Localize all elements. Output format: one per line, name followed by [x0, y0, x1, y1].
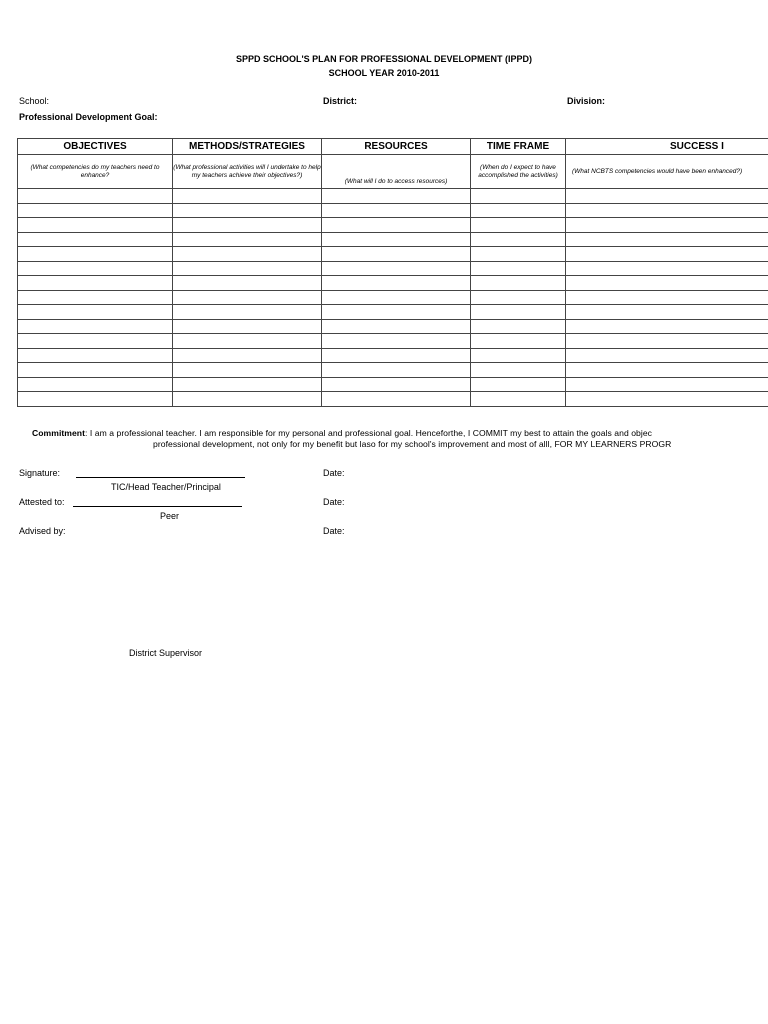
table-cell[interactable]	[18, 203, 173, 218]
hint-resources: (What will I do to access resources)	[322, 155, 471, 189]
date-label-2: Date:	[323, 497, 345, 507]
table-cell[interactable]	[18, 392, 173, 407]
table-cell[interactable]	[471, 348, 566, 363]
table-cell[interactable]	[471, 377, 566, 392]
table-cell[interactable]	[471, 392, 566, 407]
table-cell[interactable]	[566, 305, 768, 320]
table-row	[18, 261, 768, 276]
commitment-text1: : I am a professional teacher. I am responsible for my personal and professional goal. Henceforthe, I COMMIT my best to attain the goals and objec	[85, 428, 653, 438]
table-cell[interactable]	[566, 348, 768, 363]
table-cell[interactable]	[173, 392, 322, 407]
table-row	[18, 218, 768, 233]
table-cell[interactable]	[566, 392, 768, 407]
district-label: District:	[323, 96, 358, 106]
table-cell[interactable]	[18, 319, 173, 334]
table-cell[interactable]	[322, 189, 471, 204]
table-cell[interactable]	[18, 189, 173, 204]
table-cell[interactable]	[173, 218, 322, 233]
table-cell[interactable]	[471, 290, 566, 305]
school-label: School:	[19, 96, 50, 106]
header-resources: RESOURCES	[322, 139, 471, 155]
table-cell[interactable]	[322, 218, 471, 233]
table-row	[18, 189, 768, 204]
table-cell[interactable]	[471, 319, 566, 334]
table-row	[18, 247, 768, 262]
tic-label: TIC/Head Teacher/Principal	[111, 482, 221, 492]
hint-row	[18, 155, 768, 189]
table-cell[interactable]	[18, 377, 173, 392]
table-cell[interactable]	[173, 276, 322, 291]
peer-label: Peer	[160, 511, 180, 521]
header-methods: METHODS/STRATEGIES	[173, 139, 322, 155]
table-cell[interactable]	[471, 305, 566, 320]
table-cell[interactable]	[173, 363, 322, 378]
table-row	[18, 290, 768, 305]
table-cell[interactable]	[18, 305, 173, 320]
table-cell[interactable]	[173, 377, 322, 392]
table-cell[interactable]	[566, 261, 768, 276]
table-cell[interactable]	[173, 348, 322, 363]
document-title: SPPD SCHOOL'S PLAN FOR PROFESSIONAL DEVELOPMENT (IPPD)	[235, 54, 532, 64]
table-cell[interactable]	[322, 232, 471, 247]
table-cell[interactable]	[471, 247, 566, 262]
table-cell[interactable]	[18, 290, 173, 305]
table-cell[interactable]	[566, 247, 768, 262]
table-cell[interactable]	[173, 319, 322, 334]
table-row	[18, 377, 768, 392]
table-cell[interactable]	[18, 363, 173, 378]
header-row	[18, 139, 768, 155]
table-cell[interactable]	[471, 261, 566, 276]
table-cell[interactable]	[471, 189, 566, 204]
table-cell[interactable]	[18, 218, 173, 233]
hint-objectives: (What competencies do my teachers need to enhance?	[18, 155, 173, 189]
table-cell[interactable]	[18, 261, 173, 276]
table-cell[interactable]	[566, 276, 768, 291]
table-cell[interactable]	[322, 377, 471, 392]
table-cell[interactable]	[322, 392, 471, 407]
table-row	[18, 276, 768, 291]
table-row	[18, 334, 768, 349]
table-cell[interactable]	[566, 232, 768, 247]
table-cell[interactable]	[322, 334, 471, 349]
table-cell[interactable]	[173, 305, 322, 320]
school-year: SCHOOL YEAR 2010-2011	[328, 68, 440, 78]
table-cell[interactable]	[173, 247, 322, 262]
hint-time-frame: (When do I expect to have accomplished the activities)	[471, 155, 566, 189]
header-success: SUCCESS I	[566, 139, 768, 155]
table-cell[interactable]	[322, 247, 471, 262]
table-cell[interactable]	[173, 232, 322, 247]
table-row	[18, 305, 768, 320]
table-cell[interactable]	[173, 261, 322, 276]
table-cell[interactable]	[322, 276, 471, 291]
table-cell[interactable]	[173, 189, 322, 204]
plan-table	[17, 138, 768, 410]
table-cell[interactable]	[471, 276, 566, 291]
table-cell[interactable]	[322, 261, 471, 276]
table-cell[interactable]	[18, 348, 173, 363]
table-cell[interactable]	[18, 247, 173, 262]
table-cell[interactable]	[566, 189, 768, 204]
table-row	[18, 363, 768, 378]
table-cell[interactable]	[566, 203, 768, 218]
table-cell[interactable]	[566, 218, 768, 233]
table-row	[18, 392, 768, 407]
supervisor-label: District Supervisor	[129, 648, 203, 658]
table-cell[interactable]	[566, 290, 768, 305]
table-row	[18, 348, 768, 363]
table-cell[interactable]	[322, 348, 471, 363]
table-cell[interactable]	[566, 319, 768, 334]
hint-methods: (What professional activities will I undertake to help my teachers achieve their objectives?)	[173, 155, 322, 189]
goal-label: Professional Development Goal:	[19, 112, 158, 122]
table-cell[interactable]	[322, 363, 471, 378]
table-cell[interactable]	[322, 290, 471, 305]
commitment-line2: professional development, not only for my benefit but laso for my school's improvement and most of alll, FOR MY LEARNERS PROGR	[153, 439, 672, 449]
date-label-3: Date:	[323, 526, 345, 536]
header-objectives: OBJECTIVES	[18, 139, 173, 155]
table-cell[interactable]	[566, 377, 768, 392]
commitment-line1	[32, 428, 652, 438]
signature-line[interactable]	[76, 477, 245, 478]
table-cell[interactable]	[566, 363, 768, 378]
advised-label: Advised by:	[19, 526, 66, 536]
signature-label: Signature:	[19, 468, 61, 478]
hint-success: (What NCBTS competencies would have been enhanced?)	[566, 155, 768, 189]
table-cell[interactable]	[471, 232, 566, 247]
date-label-1: Date:	[323, 468, 345, 478]
table-cell[interactable]	[18, 232, 173, 247]
table-cell[interactable]	[322, 319, 471, 334]
table-cell[interactable]	[471, 334, 566, 349]
table-cell[interactable]	[322, 305, 471, 320]
division-label: Division:	[567, 96, 606, 106]
table-row	[18, 319, 768, 334]
table-cell[interactable]	[471, 203, 566, 218]
table-cell[interactable]	[471, 218, 566, 233]
table-cell[interactable]	[322, 203, 471, 218]
table-cell[interactable]	[173, 290, 322, 305]
table-row	[18, 232, 768, 247]
header-time-frame: TIME FRAME	[471, 139, 566, 155]
table-cell[interactable]	[566, 334, 768, 349]
table-cell[interactable]	[173, 334, 322, 349]
attested-label: Attested to:	[19, 497, 65, 507]
table-cell[interactable]	[18, 334, 173, 349]
commitment-lead: Commitment	[32, 428, 86, 438]
table-cell[interactable]	[18, 276, 173, 291]
table-cell[interactable]	[173, 203, 322, 218]
attested-line[interactable]	[73, 506, 242, 507]
table-row	[18, 203, 768, 218]
table-cell[interactable]	[471, 363, 566, 378]
